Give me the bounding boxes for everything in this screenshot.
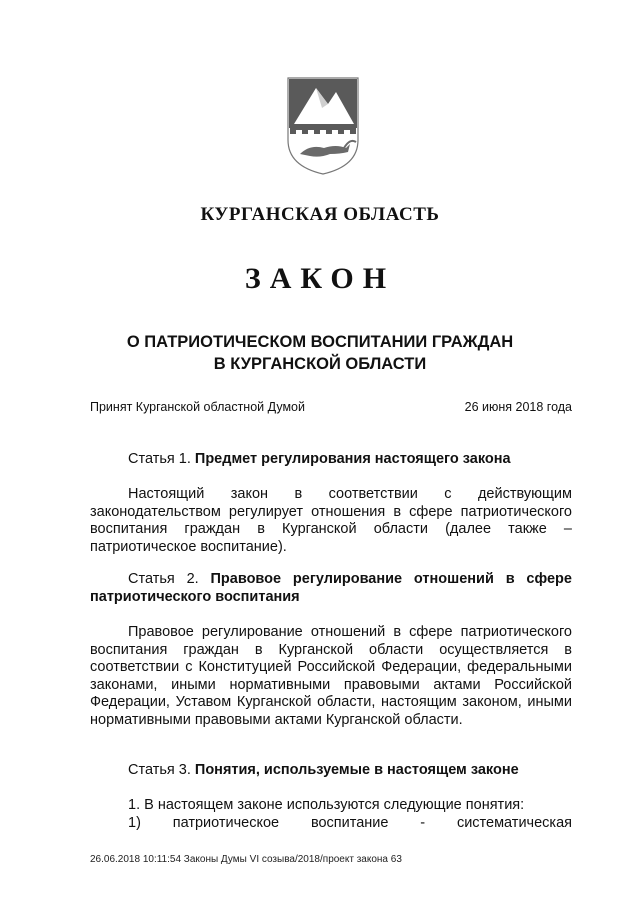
article-1-body [90,486,572,556]
law-title-line-2: В КУРГАНСКОЙ ОБЛАСТИ [213,355,427,373]
article-3-heading [90,762,572,780]
region-name: КУРГАНСКАЯ ОБЛАСТЬ [200,204,440,225]
adopted-by: Принят Курганской областной Думой [90,400,305,414]
article-3-paragraph: 1. В настоящем законе используются следующие понятия: [128,797,525,813]
adoption-line [90,400,572,414]
document-type: ЗАКОН [244,262,396,295]
article-3-title: Понятия, используемые в настоящем законе [194,762,519,778]
document-footer: 26.06.2018 10:11:54 Законы Думы VI созыва/2018/проект закона 63 [90,854,402,865]
article-2-prefix: Статья 2. [128,571,199,587]
law-title-line-1: О ПАТРИОТИЧЕСКОМ ВОСПИТАНИИ ГРАЖДАН [126,333,514,351]
coat-of-arms-emblem [284,74,362,178]
article-2-heading [90,571,572,606]
article-2-title: Правовое регулирование отношений в сфере патриотического воспитания [90,571,572,605]
article-1-prefix: Статья 1. [128,451,191,467]
article-1-heading [90,451,572,469]
article-1-title: Предмет регулирования настоящего закона [194,451,511,467]
law-title [60,331,580,375]
article-3-body [90,797,572,832]
article-3-item-1: 1) патриотическое воспитание - систематическая [128,814,572,831]
article-2-paragraph: Правовое регулирование отношений в сфере патриотического воспитания граждан в Курганской области осуществляется в соответствии с Конституцией Российской Федерации, федеральными законами, иными нормативными правовыми актами Российской Федерации, Уставом Курганской области, настоящим законом, иными нормативными правовыми актами Курганской области. [90,624,572,728]
article-1-paragraph: Настоящий закон в соответствии с действующим законодательством регулирует отношения в сфере патриотического воспитания граждан в Курганской области (далее также – патриотическое воспитание). [90,486,572,555]
article-3-prefix: Статья 3. [128,762,191,778]
article-2-body [90,624,572,729]
adoption-date: 26 июня 2018 года [464,400,572,414]
